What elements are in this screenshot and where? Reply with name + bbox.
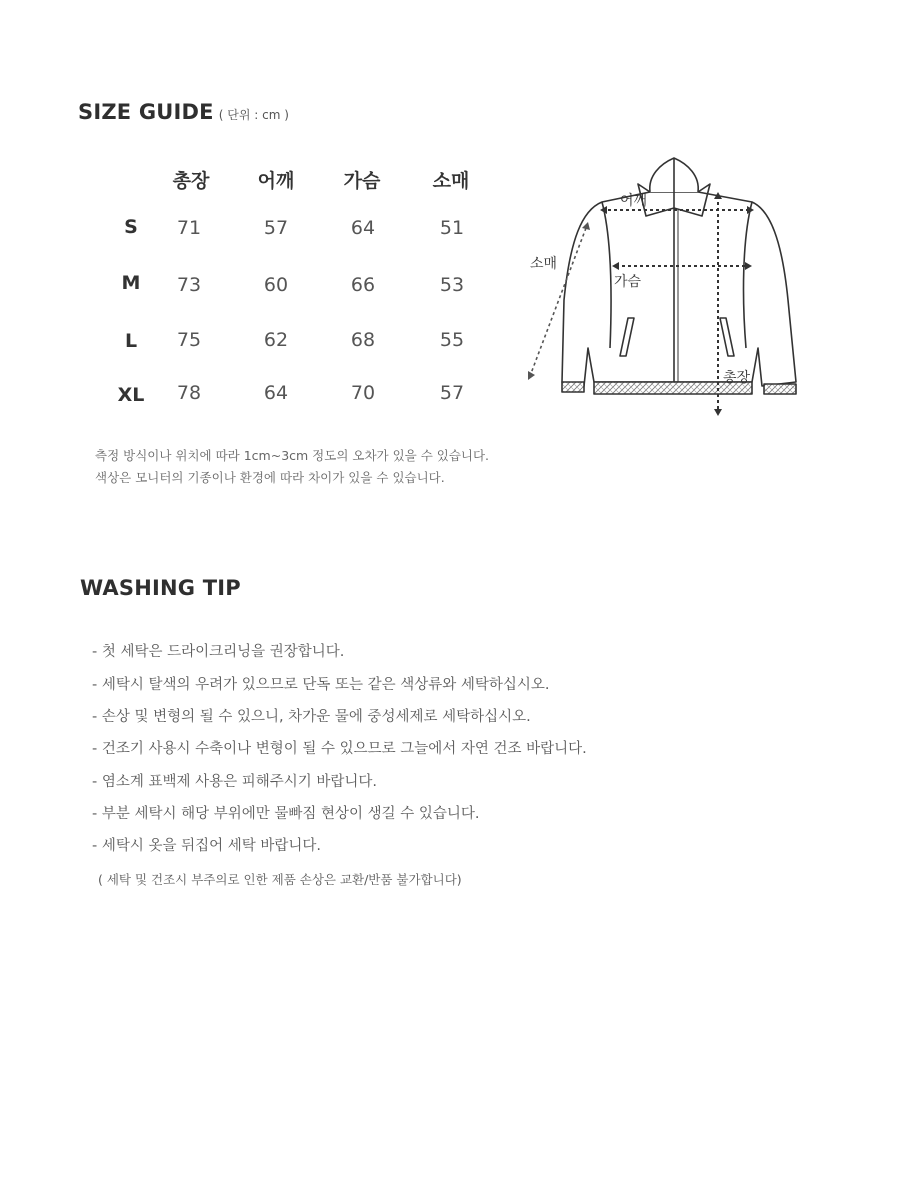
table-cell: 64 <box>263 382 289 404</box>
jacket-outline-icon <box>562 158 796 394</box>
row-header-m: M <box>121 272 141 294</box>
column-header-shoulder: 어깨 <box>257 170 295 192</box>
row-header-s: S <box>124 216 138 238</box>
table-cell: 73 <box>176 274 202 296</box>
table-cell: 64 <box>350 217 376 239</box>
table-cell: 57 <box>439 382 465 404</box>
table-cell: 53 <box>439 274 465 296</box>
washing-tip-title: WASHING TIP <box>80 576 241 600</box>
list-item: - 부분 세탁시 해당 부위에만 물빠짐 현상이 생길 수 있습니다. <box>92 806 480 822</box>
list-item: - 건조기 사용시 수축이나 변형이 될 수 있으므로 그늘에서 자연 건조 바랍니다. <box>92 741 587 757</box>
table-cell: 55 <box>439 329 465 351</box>
shoulder-label: 어깨 <box>620 193 648 209</box>
color-note: 색상은 모니터의 기종이나 환경에 따라 차이가 있을 수 있습니다. <box>95 470 445 485</box>
list-item: - 첫 세탁은 드라이크리닝을 권장합니다. <box>92 644 345 660</box>
size-guide-header <box>78 100 289 124</box>
column-header-chest: 가슴 <box>343 170 381 192</box>
chest-label: 가슴 <box>614 274 642 290</box>
measurement-note: 측정 방식이나 위치에 따라 1cm~3cm 정도의 오차가 있을 수 있습니다. <box>95 448 490 463</box>
table-cell: 62 <box>263 329 289 351</box>
row-header-xl: XL <box>117 384 145 406</box>
table-cell: 68 <box>350 329 376 351</box>
column-header-length: 총장 <box>172 170 210 192</box>
disclaimer-note: ( 세탁 및 건조시 부주의로 인한 제품 손상은 교환/반품 불가합니다) <box>98 872 462 887</box>
size-guide-title: SIZE GUIDE <box>78 100 214 124</box>
list-item: - 손상 및 변형의 될 수 있으니, 차가운 물에 중성세제로 세탁하십시오. <box>92 709 531 725</box>
list-item: - 세탁시 옷을 뒤집어 세탁 바랍니다. <box>92 838 321 854</box>
list-item: - 세탁시 탈색의 우려가 있으므로 단독 또는 같은 색상류와 세탁하십시오. <box>92 677 550 693</box>
table-cell: 57 <box>263 217 289 239</box>
jacket-measurement-diagram <box>520 150 820 420</box>
column-header-sleeve: 소매 <box>432 170 470 192</box>
table-cell: 75 <box>176 329 202 351</box>
unit-label: ( 단위 : cm ) <box>218 108 289 122</box>
length-label: 총장 <box>723 370 751 386</box>
table-cell: 78 <box>176 382 202 404</box>
row-header-l: L <box>124 330 138 352</box>
sleeve-label: 소매 <box>530 256 558 272</box>
table-cell: 66 <box>350 274 376 296</box>
table-cell: 51 <box>439 217 465 239</box>
table-cell: 70 <box>350 382 376 404</box>
list-item: - 염소계 표백제 사용은 피해주시기 바랍니다. <box>92 774 378 790</box>
table-cell: 71 <box>176 217 202 239</box>
table-cell: 60 <box>263 274 289 296</box>
